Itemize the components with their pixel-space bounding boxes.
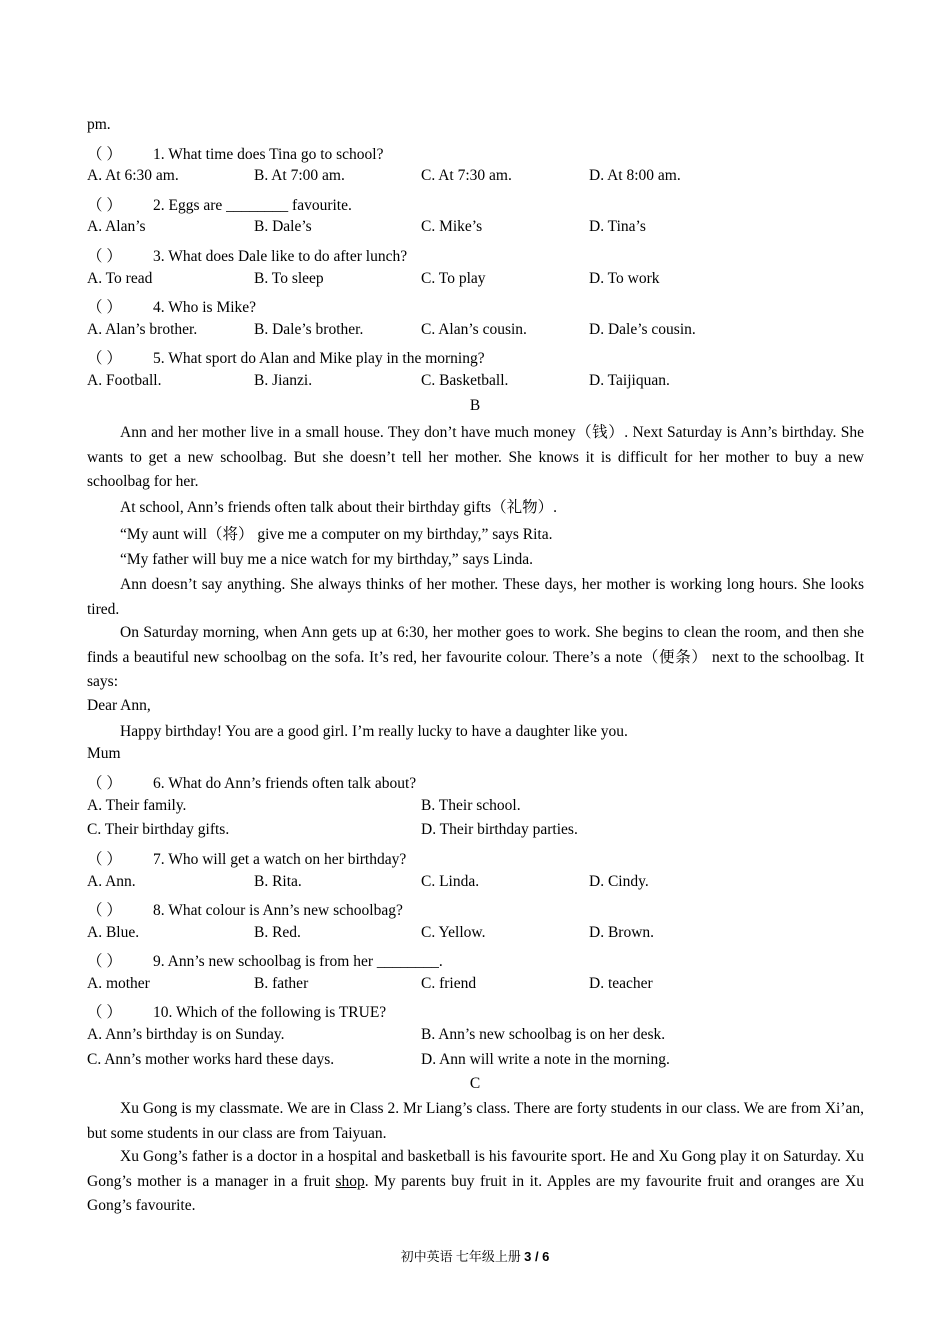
option-c: C. Ann’s mother works hard these days. — [87, 1051, 335, 1068]
option-c: C. Linda. — [421, 873, 480, 890]
option-a: A. To read — [87, 270, 153, 287]
question-4: （ ） 4. Who is Mike? — [87, 299, 257, 316]
passage-b-paragraph-2: At school, Ann’s friends often talk about their birthday gifts（礼物）. — [120, 499, 557, 516]
option-c: C. friend — [421, 975, 477, 992]
option-a: A. Alan’s brother. — [87, 321, 198, 338]
option-d: D. Brown. — [589, 924, 655, 941]
question-5: （ ） 5. What sport do Alan and Mike play in the morning? — [87, 350, 485, 367]
option-c: C. To play — [421, 270, 486, 287]
option-a: A. Football. — [87, 372, 162, 389]
option-c: C. Alan’s cousin. — [421, 321, 527, 338]
option-d: D. Tina’s — [589, 218, 646, 235]
note-signature: Mum — [87, 745, 121, 762]
passage-c-paragraph-1: Xu Gong is my classmate. We are in Class 2. Mr Liang’s class. There are forty students in our class. We are from Xi’an, but some students in our class are from Taiyuan. — [87, 1100, 864, 1142]
option-a: A. Their family. — [87, 797, 187, 814]
option-b: B. Dale’s brother. — [254, 321, 364, 338]
option-a: A. Blue. — [87, 924, 140, 941]
option-d: D. To work — [589, 270, 660, 287]
option-b: B. Red. — [254, 924, 301, 941]
option-d: D. teacher — [589, 975, 653, 992]
option-b: B. To sleep — [254, 270, 324, 287]
option-d: D. Dale’s cousin. — [589, 321, 696, 338]
option-d: D. Their birthday parties. — [421, 821, 578, 838]
option-c: C. Yellow. — [421, 924, 486, 941]
option-a: A. Ann. — [87, 873, 136, 890]
option-d: D. Cindy. — [589, 873, 649, 890]
passage-b-paragraph-5: Ann doesn’t say anything. She always thinks of her mother. These days, her mother is working long hours. She looks tired. — [87, 576, 864, 618]
option-c: C. Their birthday gifts. — [87, 821, 230, 838]
page-footer: 初中英语 七年级上册 3 / 6 — [400, 1249, 550, 1264]
option-d: D. At 8:00 am. — [589, 167, 681, 184]
question-2: （ ） 2. Eggs are ________ favourite. — [87, 197, 352, 214]
section-b-heading: B — [469, 397, 481, 414]
option-a: A. Alan’s — [87, 218, 146, 235]
option-c: C. At 7:30 am. — [421, 167, 512, 184]
passage-c-paragraph-2: Xu Gong’s father is a doctor in a hospital and basketball is his favourite sport. He and Xu Gong play it on Saturday. Xu Gong’s mother is a manager in a fruit shop. My parents buy fruit in it. Apples are my favourite fruit and oranges are Xu Gong’s favourite. — [87, 1148, 864, 1214]
option-a: A. At 6:30 am. — [87, 167, 179, 184]
option-b: B. Dale’s — [254, 218, 312, 235]
note-body: Happy birthday! You are a good girl. I’m really lucky to have a daughter like you. — [120, 723, 628, 740]
option-a: A. Ann’s birthday is on Sunday. — [87, 1026, 285, 1043]
option-b: B. Rita. — [254, 873, 302, 890]
passage-b-paragraph-6: On Saturday morning, when Ann gets up at 6:30, her mother goes to work. She begins to clean the room, and then she finds a beautiful new schoolbag on the sofa. It’s red, her favourite colour. There’s a note（便条） next to the schoolbag. It says: — [87, 624, 864, 690]
option-d: D. Taijiquan. — [589, 372, 670, 389]
option-c: C. Mike’s — [421, 218, 483, 235]
note-salutation: Dear Ann, — [87, 697, 151, 714]
option-b: B. Their school. — [421, 797, 521, 814]
passage-b-paragraph-4: “My father will buy me a nice watch for my birthday,” says Linda. — [120, 551, 534, 568]
option-b: B. At 7:00 am. — [254, 167, 345, 184]
question-8: （ ） 8. What colour is Ann’s new schoolbag? — [87, 902, 403, 919]
question-6: （ ） 6. What do Ann’s friends often talk about? — [87, 775, 417, 792]
question-7: （ ） 7. Who will get a watch on her birthday? — [87, 851, 407, 868]
passage-a-tail: pm. — [87, 116, 111, 133]
passage-b-paragraph-1: Ann and her mother live in a small house. They don’t have much money（钱）. Next Saturday is Ann’s birthday. She wants to get a new schoolbag. But she doesn’t tell her mother. She knows it is difficult for her mother to buy a new schoolbag for her. — [87, 424, 864, 490]
option-b: B. Ann’s new schoolbag is on her desk. — [421, 1026, 666, 1043]
question-9: （ ） 9. Ann’s new schoolbag is from her ________. — [87, 953, 443, 970]
option-d: D. Ann will write a note in the morning. — [421, 1051, 670, 1068]
option-a: A. mother — [87, 975, 150, 992]
question-3: （ ） 3. What does Dale like to do after lunch? — [87, 248, 408, 265]
underlined-word: shop — [335, 1172, 365, 1190]
question-1: （ ） 1. What time does Tina go to school? — [87, 146, 384, 163]
section-c-heading: C — [469, 1075, 481, 1092]
option-c: C. Basketball. — [421, 372, 509, 389]
option-b: B. Jianzi. — [254, 372, 313, 389]
passage-b-paragraph-3: “My aunt will（将） give me a computer on my birthday,” says Rita. — [120, 526, 553, 543]
page-number: 3 / 6 — [524, 1249, 550, 1264]
question-10: （ ） 10. Which of the following is TRUE? — [87, 1004, 387, 1021]
option-b: B. father — [254, 975, 309, 992]
